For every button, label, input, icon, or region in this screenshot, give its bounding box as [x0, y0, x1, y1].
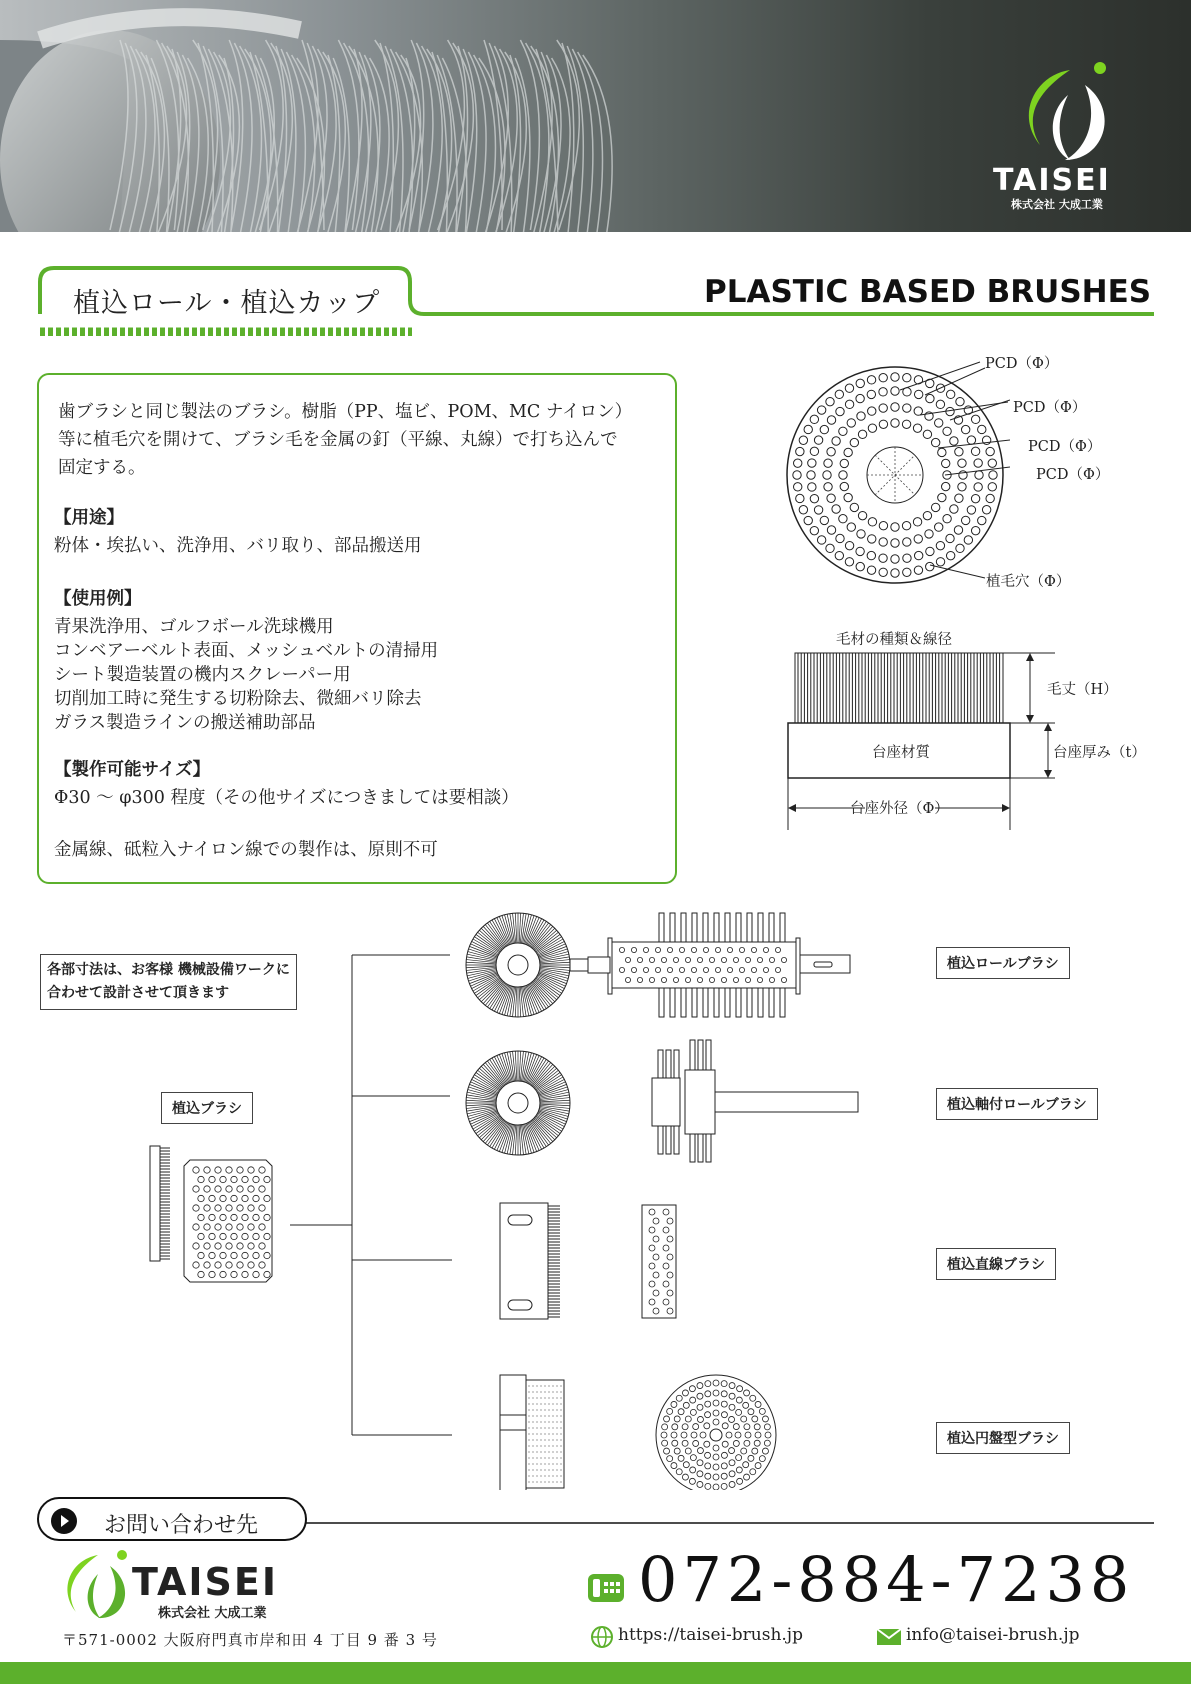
type-label-shaft-roll: 植込軸付ロールブラシ	[936, 1088, 1098, 1120]
footer-brand-company: 株式会社 大成工業	[158, 1606, 267, 1621]
type-label-roll: 植込ロールブラシ	[936, 947, 1070, 979]
diameter-label: 台座外径（Φ）	[850, 801, 949, 817]
contact-title: お問い合わせ先	[104, 1513, 259, 1538]
section-title-jp: 植込ロール・植込カップ	[73, 288, 381, 319]
email-link[interactable]: info@taisei-brush.jp	[906, 1625, 1080, 1645]
usage-title: 【用途】	[54, 508, 124, 528]
type-label-linear: 植込直線ブラシ	[936, 1248, 1056, 1280]
type-label-disc: 植込円盤型ブラシ	[936, 1422, 1070, 1454]
globe-icon	[590, 1625, 614, 1649]
pcd-label: PCD（Φ）	[985, 356, 1059, 372]
height-label: 毛丈（H）	[1047, 682, 1118, 698]
mail-icon	[876, 1627, 902, 1647]
taisei-logo-icon	[1010, 60, 1120, 170]
brand-name: TAISEI	[993, 163, 1111, 198]
thickness-label: 台座厚み（t）	[1053, 745, 1146, 761]
phone-number[interactable]: 072-884-7238	[638, 1543, 1135, 1616]
website-link[interactable]: https://taisei-brush.jp	[618, 1625, 803, 1645]
hero-banner	[0, 0, 1191, 232]
size-title: 【製作可能サイズ】	[54, 760, 211, 780]
usage-text: 粉体・埃払い、洗浄用、バリ取り、部品搬送用	[54, 536, 422, 556]
root-label: 植込ブラシ	[161, 1092, 253, 1124]
footer-brand-name: TAISEI	[132, 1560, 278, 1604]
brand-company: 株式会社 大成工業	[1011, 198, 1103, 211]
example-item: シート製造装置の機内スクレーパー用	[54, 665, 351, 685]
note-text: 金属線、砥粒入ナイロン線での製作は、原則不可	[54, 840, 438, 860]
brush-type-drawings	[460, 910, 940, 1490]
tree-lines	[140, 900, 470, 1440]
size-text: Φ30 ～ φ300 程度（その他サイズにつきましては要相談）	[54, 788, 519, 808]
pcd-label: PCD（Φ）	[1036, 467, 1110, 483]
example-item: 青果洗浄用、ゴルフボール洗球機用	[54, 617, 334, 637]
bristle-label: 毛材の種類＆線径	[836, 632, 952, 648]
base-material-label: 台座材質	[872, 745, 930, 761]
taisei-logo-icon	[58, 1550, 138, 1620]
examples-title: 【使用例】	[54, 589, 142, 609]
example-item: 切削加工時に発生する切粉除去、微細バリ除去	[54, 689, 422, 709]
intro-line: 固定する。	[58, 458, 146, 478]
section-title-en: PLASTIC BASED BRUSHES	[704, 274, 1152, 310]
description-box	[37, 373, 677, 884]
intro-line: 等に植毛穴を開けて、ブラシ毛を金属の釘（平線、丸線）で打ち込んで	[58, 430, 618, 450]
play-icon	[50, 1507, 78, 1535]
pcd-label: PCD（Φ）	[1013, 400, 1087, 416]
design-note-line: 合わせて設計させて頂きます	[47, 985, 229, 1001]
address: 〒571-0002 大阪府門真市岸和田 4 丁目 9 番 3 号	[62, 1631, 438, 1649]
intro-line: 歯ブラシと同じ製法のブラシ。樹脂（PP、塩ビ、POM、MC ナイロン）	[58, 402, 633, 422]
pcd-label: PCD（Φ）	[1028, 439, 1102, 455]
design-note-line: 各部寸法は、お客様 機械設備ワークに	[47, 962, 290, 978]
pcd-leaders	[880, 340, 1010, 590]
example-item: ガラス製造ラインの搬送補助部品	[54, 713, 316, 733]
phone-icon	[586, 1570, 626, 1606]
hole-label: 植毛穴（Φ）	[986, 574, 1071, 590]
example-item: コンベアーベルト表面、メッシュベルトの清掃用	[54, 641, 439, 661]
footer-bar	[0, 1662, 1191, 1684]
